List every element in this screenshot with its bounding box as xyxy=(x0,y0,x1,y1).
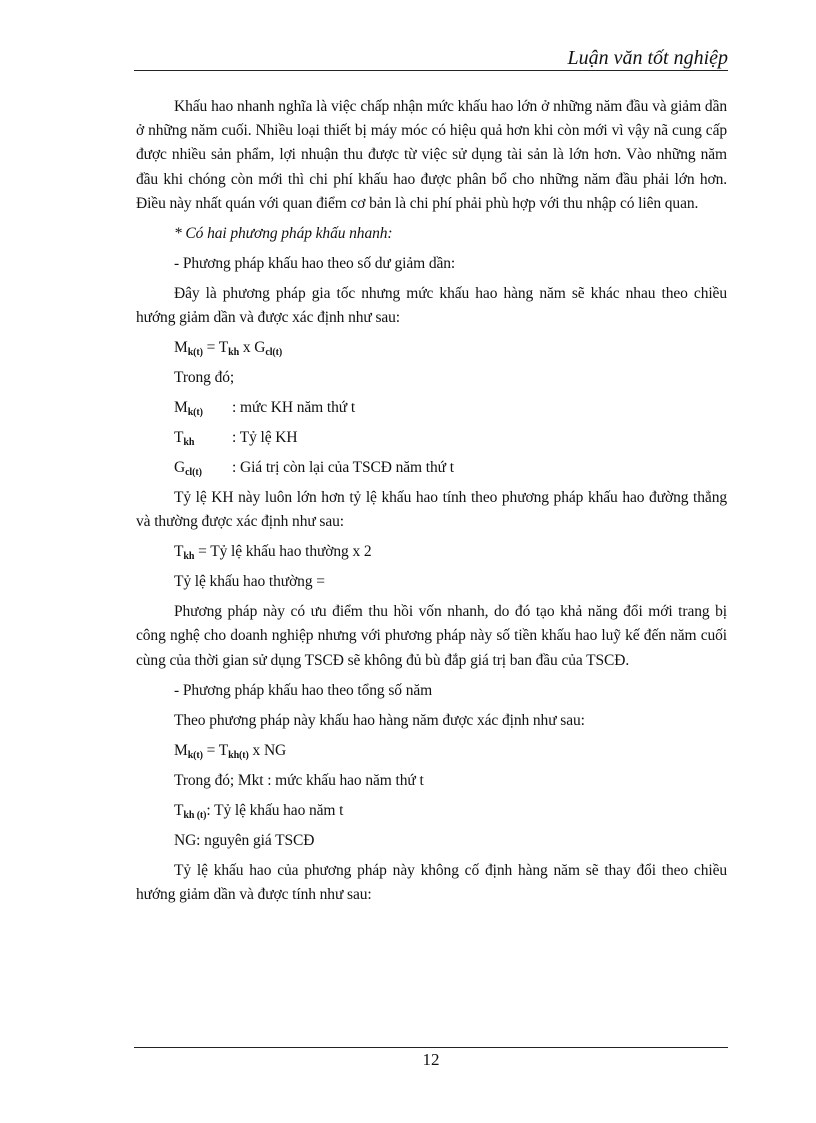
formula-t-sub: kh xyxy=(183,551,195,563)
formula-x-g: x G xyxy=(239,339,266,357)
definition-symbol xyxy=(174,456,232,480)
formula-g-sub: cl(t) xyxy=(265,347,283,359)
page-header xyxy=(134,46,728,71)
symbol-text: G xyxy=(174,459,186,477)
formula-t-sub: kh(t) xyxy=(228,749,249,761)
formula-m-sub: k(t) xyxy=(187,347,203,359)
paragraph-rate-change: Tỷ lệ khấu hao của phương pháp này không cố định hàng năm sẽ thay đổi theo chiều hướng giảm dần và được tính như sau: xyxy=(136,861,727,903)
formula-t: T xyxy=(174,543,184,561)
header-title: Luận văn tốt nghiệp xyxy=(567,47,728,69)
formula-m: M xyxy=(174,741,188,759)
page-footer xyxy=(134,1047,728,1070)
formula-declining-balance xyxy=(136,336,727,360)
paragraph-sum-of-years: Theo phương pháp này khấu hao hàng năm được xác định như sau: xyxy=(174,711,585,729)
formula-x-ng: x NG xyxy=(248,741,287,759)
formula-eq-t: = T xyxy=(202,741,229,759)
formula-t-sub: kh xyxy=(228,347,240,359)
where-label: Trong đó; xyxy=(174,369,235,387)
formula-rate xyxy=(136,540,727,564)
definition-ng: NG: nguyên giá TSCĐ xyxy=(174,831,315,849)
definition-desc: : mức KH năm thứ t xyxy=(232,399,356,417)
paragraph-rate-comparison: Tỷ lệ KH này luôn lớn hơn tỷ lệ khấu hao tính theo phương pháp khấu hao đường thẳng và thường được xác định như sau: xyxy=(136,489,727,531)
definition-tkh xyxy=(136,799,727,823)
paragraph-declining-balance: Đây là phương pháp gia tốc nhưng mức khấu hao hàng năm sẽ khác nhau theo chiều hướng giảm dần và được xác định như sau: xyxy=(136,284,727,327)
formula-normal-rate: Tỷ lệ khấu hao thường = xyxy=(174,573,325,591)
definition-t xyxy=(136,426,727,450)
symbol-text: T xyxy=(174,429,184,447)
definition-m xyxy=(136,396,727,420)
symbol-sub: kh (t) xyxy=(183,809,207,821)
symbol-sub: cl(t) xyxy=(185,467,202,479)
formula-m-sub: k(t) xyxy=(187,749,203,761)
definition-symbol xyxy=(174,396,232,420)
page-number: 12 xyxy=(422,1050,440,1069)
symbol-text: M xyxy=(174,399,188,417)
definition-g xyxy=(136,456,727,480)
paragraph-accelerated-depreciation: Khấu hao nhanh nghĩa là việc chấp nhận mức khấu hao lớn ở những năm đầu và giảm dần ở những năm cuối. Nhiều loại thiết bị máy móc có hiệu quả hơn khi còn mới vì vậy nã cung cấp được nhiều sản phẩm, lợi nhuận thu được từ việc sử dụng tài sản là lớn hơn. Vào những năm đầu khi chóng còn mới thì chi phí khấu hao được phân bổ cho những năm đầu phải lớn hơn. Điều này nhất quán với quan điểm cơ bản là chi phí phải phù hợp với thu nhập có liên quan. xyxy=(136,98,727,212)
symbol-text: T xyxy=(174,801,184,819)
paragraph-advantages: Phương pháp này có ưu điểm thu hồi vốn nhanh, do đó tạo khả năng đổi mới trang bị công nghệ cho doanh nghiệp nhưng với phương pháp này số tiền khấu hao luỹ kế đến năm cuối cùng của thời gian sử dụng TSCĐ sẽ không đủ bù đắp giá trị ban đầu của TSCĐ. xyxy=(136,603,727,669)
where-label-2: Trong đó; Mkt : mức khấu hao năm thứ t xyxy=(174,771,424,789)
formula-m: M xyxy=(174,339,188,357)
formula-eq-t: = T xyxy=(202,339,229,357)
methods-heading: * Có hai phương pháp khấu nhanh: xyxy=(174,224,393,242)
definition-desc: : Tỷ lệ khấu hao năm t xyxy=(206,801,344,819)
definition-desc: : Giá trị còn lại của TSCĐ năm thứ t xyxy=(232,459,454,477)
method1-title: - Phương pháp khấu hao theo số dư giảm dần: xyxy=(174,254,456,272)
formula-sum-of-years xyxy=(136,739,727,763)
definition-symbol xyxy=(174,426,232,450)
symbol-sub: k(t) xyxy=(187,407,203,419)
definition-desc: : Tỷ lệ KH xyxy=(232,429,298,447)
method2-title: - Phương pháp khấu hao theo tổng số năm xyxy=(174,681,433,699)
formula-rest: = Tỷ lệ khấu hao thường x 2 xyxy=(194,543,372,561)
symbol-sub: kh xyxy=(183,437,195,449)
document-body xyxy=(136,95,727,907)
